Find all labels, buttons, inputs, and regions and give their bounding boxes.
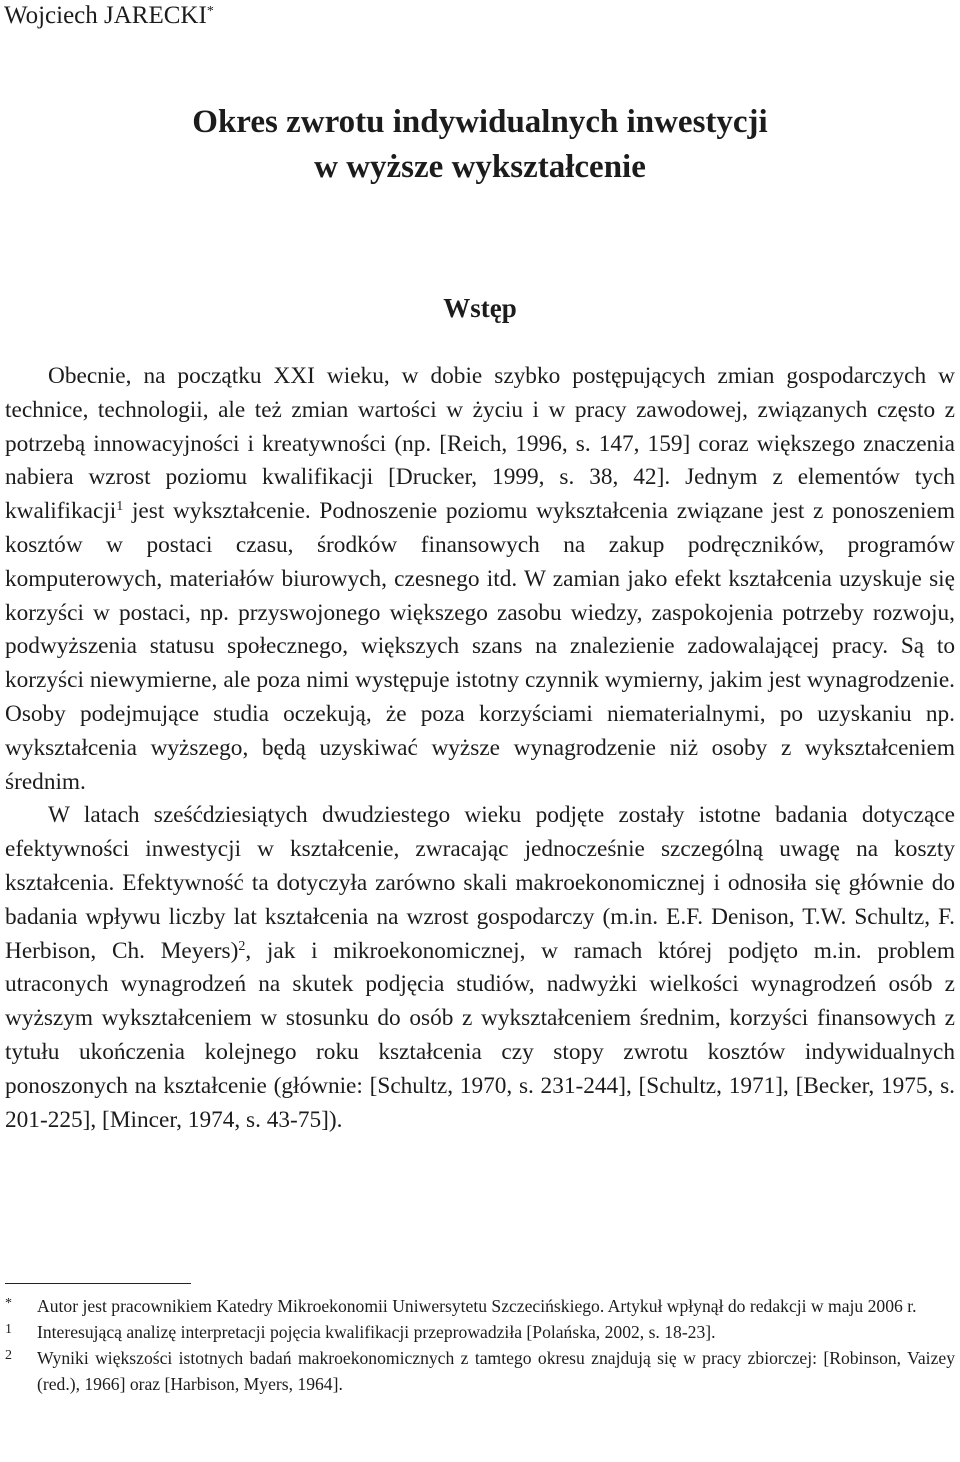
paragraph-2-part-b: , jak i mikroekonomicznej, w ramach której podjęto m.in. problem utraconych wynagrodzeń na skutek podjęcia studiów, nadwyżki wielkości wynagrodzeń osób z wyższym wykształceniem w stosunku do osób z wykształceniem średnim, korzyści finansowych z tytułu ukończenia kolejnego roku kształcenia czy stopy zwrotu kosztów indywidualnych ponoszonych na kształcenie (głównie: [Schultz, 1970, s. 231-244], [Schultz, 1971], [Becker, 1975, s. 201-225], [Mincer, 1974, s. 43-75]). (5, 937, 955, 1133)
paragraph-1-part-a: Obecnie, na początku XXI wieku, w dobie szybko postępujących zmian gospodarczych w technice, technologii, ale też zmian wartości w życiu i w pracy zawodowej, związanych często z potrzebą innowacyjności i kreatywności (np. [Reich, 1996, s. 147, 159] coraz większego znaczenia nabiera wzrost poziomu kwalifikacji [Drucker, 1999, s. 38, 42]. Jednym z elementów tych kwalifikacji (5, 363, 955, 525)
article-title-line-2: w wyższe wykształcenie (314, 149, 646, 185)
article-title (0, 100, 960, 190)
footnote-2 (5, 1345, 955, 1397)
footnotes (5, 1293, 955, 1397)
footnote-divider (5, 1283, 191, 1284)
footnote-mark: 1 (5, 1322, 12, 1337)
footnote-ref-1: 1 (116, 499, 124, 515)
article-title-line-1: Okres zwrotu indywidualnych inwestycji (192, 104, 768, 140)
paragraph-1 (5, 360, 955, 799)
footnote-author (5, 1293, 955, 1319)
footnote-text: Wyniki większości istotnych badań makroekonomicznych z tamtego okresu znajdują się w pracy zbiorczej: [Robinson, Vaizey (red.), 1966] oraz [Harbison, Myers, 1964]. (37, 1348, 955, 1394)
footnote-text: Autor jest pracownikiem Katedry Mikroekonomii Uniwersytetu Szczecińskiego. Artykuł wpłynął do redakcji w maju 2006 r. (37, 1296, 917, 1316)
footnote-text: Interesującą analizę interpretacji pojęcia kwalifikacji przeprowadziła [Polańska, 2002, s. 18-23]. (37, 1322, 716, 1342)
paragraph-2 (5, 799, 955, 1137)
paragraph-1-part-b: jest wykształcenie. Podnoszenie poziomu wykształcenia związane jest z ponoszeniem kosztów w postaci czasu, środków finansowych na zakup podręczników, programów komputerowych, materiałów biurowych, czesnego itd. W zamian jako efekt kształcenia uzyskuje się korzyści w postaci, np. przyswojonego większego zasobu wiedzy, zaspokojenia potrzeby rozwoju, podwyższenia statusu społecznego, większych szans na znalezienie zadowalającej pracy. Są to korzyści niewymierne, ale poza nimi występuje istotny czynnik wymierny, jakim jest wynagrodzenie. Osoby podejmujące studia oczekują, że poza korzyściami niematerialnymi, po uzyskaniu np. wykształcenia wyższego, będą uzyskiwać wyższe wynagrodzenie niż osoby z wykształceniem średnim. (5, 498, 955, 795)
footnote-ref-2: 2 (238, 938, 246, 954)
paragraph-2-part-a: W latach sześćdziesiątych dwudziestego wieku podjęte zostały istotne badania dotyczące efektywności inwestycji w kształcenie, zwracając jednocześnie szczególną uwagę na koszty kształcenia. Efektywność ta dotyczyła zarówno skali makroekonomicznej i odnosiła się głównie do badania wpływu liczby lat kształcenia na wzrost gospodarczy (m.in. E.F. Denison, T.W. Schultz, F. Herbison, Ch. Meyers) (5, 802, 955, 964)
footnote-mark: * (5, 1296, 12, 1311)
author-name-text: Wojciech JARECKI (4, 2, 207, 29)
footnote-1 (5, 1319, 955, 1345)
author-name (4, 1, 214, 31)
section-heading: Wstęp (443, 293, 517, 323)
footnote-mark: 2 (5, 1348, 12, 1363)
body-text (5, 360, 955, 1137)
author-footnote-mark: * (206, 4, 214, 19)
